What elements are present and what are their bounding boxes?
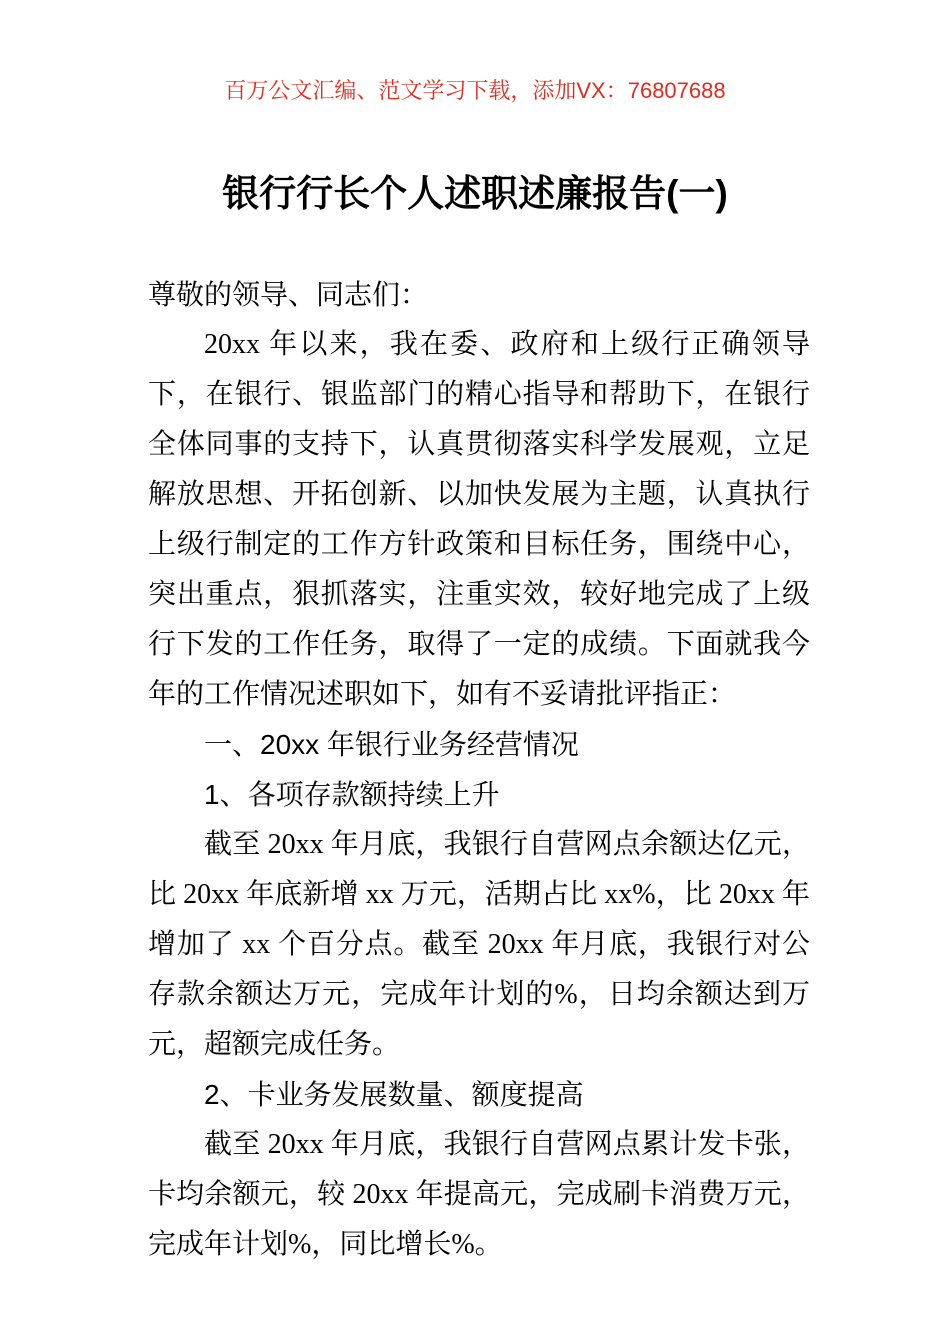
- greeting-line: 尊敬的领导、同志们：: [148, 279, 429, 310]
- promo-notice: 百万公文汇编、范文学习下载，添加VX：76807688: [224, 78, 726, 103]
- body-paragraph-cards: 截至 20xx 年月底，我银行自营网点累计发卡张，卡均余额元，较 20xx 年提高元，完成刷卡消费万元，完成年计划%，同比增长%。: [148, 1129, 810, 1260]
- body-paragraph-deposits: 截至 20xx 年月底，我银行自营网点余额达亿元，比 20xx 年底新增 xx 万元，活期占比 xx%，比 20xx 年增加了 xx 个百分点。截至 20xx 年月底，我银行对公存款余额达万元，完成年计划的%，日均余额达到万元，超额完成任务。: [148, 829, 810, 1060]
- document-title: 银行行长个人述职述廉报告(一): [222, 173, 728, 214]
- subsection-heading-2: 2、卡业务发展数量、额度提高: [204, 1079, 584, 1110]
- section-heading-1: 一、20xx 年银行业务经营情况: [204, 729, 579, 760]
- document-body: [148, 270, 810, 1270]
- body-paragraph-intro: 20xx 年以来，我在委、政府和上级行正确领导下，在银行、银监部门的精心指导和帮助下，在银行全体同事的支持下，认真贯彻落实科学发展观，立足解放思想、开拓创新、以加快发展为主题，认真执行上级行制定的工作方针政策和目标任务，围绕中心，突出重点，狠抓落实，注重实效，较好地完成了上级行下发的工作任务，取得了一定的成绩。下面就我今年的工作情况述职如下，如有不妥请批评指正：: [148, 329, 810, 710]
- subsection-heading-1: 1、各项存款额持续上升: [204, 779, 500, 810]
